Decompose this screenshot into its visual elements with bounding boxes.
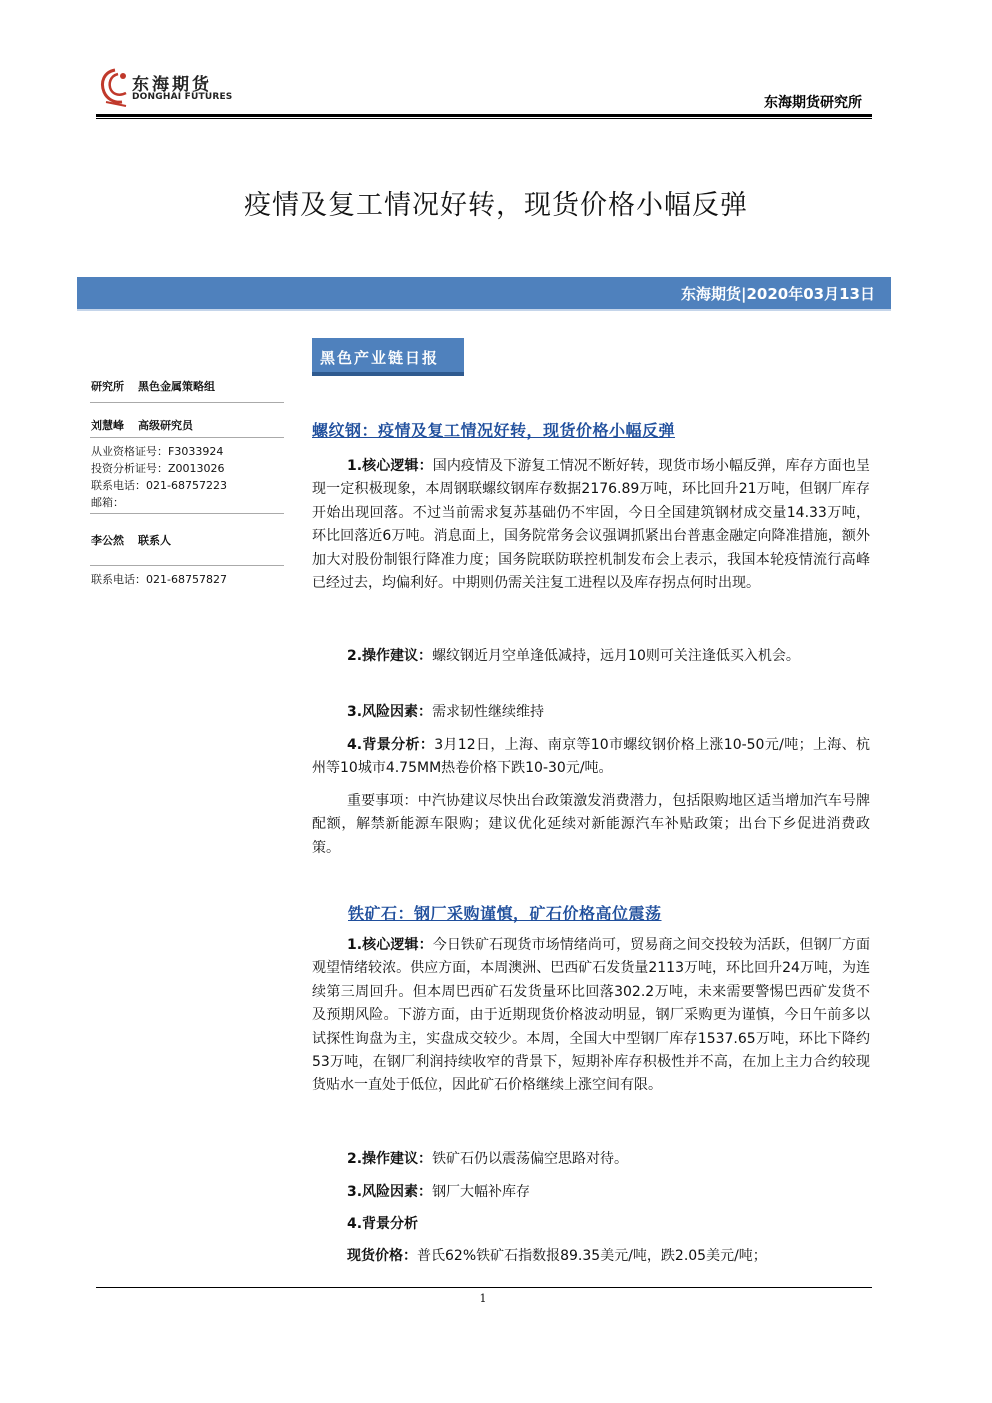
sidebar-rule — [90, 437, 284, 438]
iron-background-label: 4.背景分析 — [347, 1216, 419, 1232]
sidebar-dept — [91, 378, 215, 394]
dept-label: 研究所 — [91, 380, 124, 393]
analyst2-phone: 联系电话：021-68757827 — [91, 573, 227, 586]
iron-advice — [312, 1148, 870, 1171]
iron-advice-label: 2.操作建议： — [347, 1151, 433, 1167]
report-title: 疫情及复工情况好转，现货价格小幅反弹 — [244, 190, 748, 221]
section-tag — [312, 338, 464, 376]
analyst2-title: 联系人 — [138, 534, 171, 547]
analyst1-phone: 联系电话：021-68757223 — [91, 479, 227, 492]
iron-core-logic-label: 1.核心逻辑： — [347, 937, 433, 953]
page-number: 1 — [479, 1292, 487, 1305]
footer-rule — [96, 1287, 872, 1288]
section-tag-label: 黑色产业链日报 — [320, 349, 440, 367]
analyst1-title: 高级研究员 — [138, 419, 193, 432]
company-logo — [96, 66, 246, 110]
iron-core-logic — [312, 934, 870, 1098]
sidebar-rule — [90, 513, 284, 514]
sidebar-analyst1 — [91, 417, 193, 433]
iron-risk-text: 钢厂大幅补库存 — [432, 1184, 531, 1200]
analyst1-invest-cert: 投资分析证号：Z0013026 — [91, 462, 225, 475]
rebar-risk-label: 3.风险因素： — [347, 704, 433, 720]
iron-risk-label: 3.风险因素： — [347, 1184, 433, 1200]
iron-core-logic-text: 今日铁矿石现货市场情绪尚可，贸易商之间交投较为活跃，但钢厂方面观望情绪较浓。供应方面，本周澳洲、巴西矿石发货量2113万吨，环比回升24万吨，为连续第三周回升。但本周巴西矿石发货量环比回落302.2万吨，未来需要警惕巴西矿发货不及预期风险。下游方面，由于近期现货价格波动明显，钢厂采购更为谨慎，今日午前多以试探性询盘为主，实盘成交较少。本周，全国大中型钢厂库存1537.65万吨，环比下降约53万吨，在钢厂利润持续收窄的背景下，短期补库存积极性并不高，在加上主力合约较现货贴水一直处于低位，因此矿石价格继续上涨空间有限。 — [312, 937, 870, 1094]
header-rule-thin — [96, 118, 872, 119]
iron-advice-text: 铁矿石仍以震荡偏空思路对待。 — [432, 1151, 629, 1167]
rebar-background — [312, 734, 870, 781]
report-date: 东海期货|2020年03月13日 — [681, 285, 875, 303]
date-bar — [77, 277, 891, 309]
analyst1-cert: 从业资格证号：F3033924 — [91, 445, 224, 458]
iron-spot-price — [312, 1245, 870, 1268]
sidebar-rule — [90, 565, 284, 566]
logo-name-cn: 东海期货 — [132, 75, 212, 95]
rebar-background-text: 3月12日，上海、南京等10市螺纹钢价格上涨10-50元/吨；上海、杭州等10城市4.75MM热卷价格下跌10-30元/吨。 — [312, 737, 871, 777]
iron-background — [312, 1213, 870, 1236]
rebar-advice-text: 螺纹钢近月空单逢低减持，远月10则可关注逢低买入机会。 — [432, 648, 800, 664]
iron-spot-price-label: 现货价格： — [347, 1248, 417, 1264]
sidebar-rule — [90, 402, 284, 403]
rebar-core-logic — [312, 455, 870, 595]
analyst1-name: 刘慧峰 — [91, 419, 124, 432]
rebar-core-logic-label: 1.核心逻辑： — [347, 458, 433, 474]
rebar-advice — [312, 645, 870, 668]
iron-spot-price-text: 普氏62%铁矿石指数报89.35美元/吨，跌2.05美元/吨； — [417, 1248, 767, 1264]
sidebar-analyst2 — [91, 532, 171, 548]
analyst2-name: 李公然 — [91, 534, 124, 547]
institute-name: 东海期货研究所 — [764, 95, 862, 111]
rebar-risk-text: 需求韧性继续维持 — [432, 704, 545, 720]
rebar-core-logic-text: 国内疫情及下游复工情况不断好转，现货市场小幅反弹，库存方面也呈现一定积极现象，本周钢联螺纹钢库存数据2176.89万吨，环比回升21万吨，但钢厂库存开始出现回落。不过当前需求复苏基础仍不牢固，今日全国建筑钢材成交量14.33万吨，环比回落近6万吨。消息面上，国务院常务会议强调抓紧出台普惠金融定向降准措施，额外加大对股份制银行降准力度；国务院联防联控机制发布会上表示，我国本轮疫情流行高峰已经过去，均偏利好。中期则仍需关注复工进程以及库存拐点何时出现。 — [312, 458, 870, 592]
rebar-advice-label: 2.操作建议： — [347, 648, 433, 664]
logo-emblem-icon — [96, 66, 134, 108]
iron-risk — [312, 1181, 870, 1204]
rebar-key-events: 重要事项：中汽协建议尽快出台政策激发消费潜力，包括限购地区适当增加汽车号牌配额，解禁新能源车限购；建议优化延续对新能源汽车补贴政策；出台下乡促进消费政策。 — [312, 793, 870, 856]
iron-title: 铁矿石：钢厂采购谨慎，矿石价格高位震荡 — [348, 904, 662, 923]
header-rule — [96, 114, 872, 117]
date-bar-shadow — [77, 309, 891, 311]
rebar-risk — [312, 701, 870, 724]
rebar-background-label: 4.背景分析： — [347, 737, 435, 753]
dept-value: 黑色金属策略组 — [138, 380, 215, 393]
logo-name-en: DONGHAI FUTURES — [132, 92, 233, 102]
rebar-title: 螺纹钢：疫情及复工情况好转，现货价格小幅反弹 — [312, 421, 676, 440]
analyst1-email: 邮箱： — [91, 496, 124, 509]
